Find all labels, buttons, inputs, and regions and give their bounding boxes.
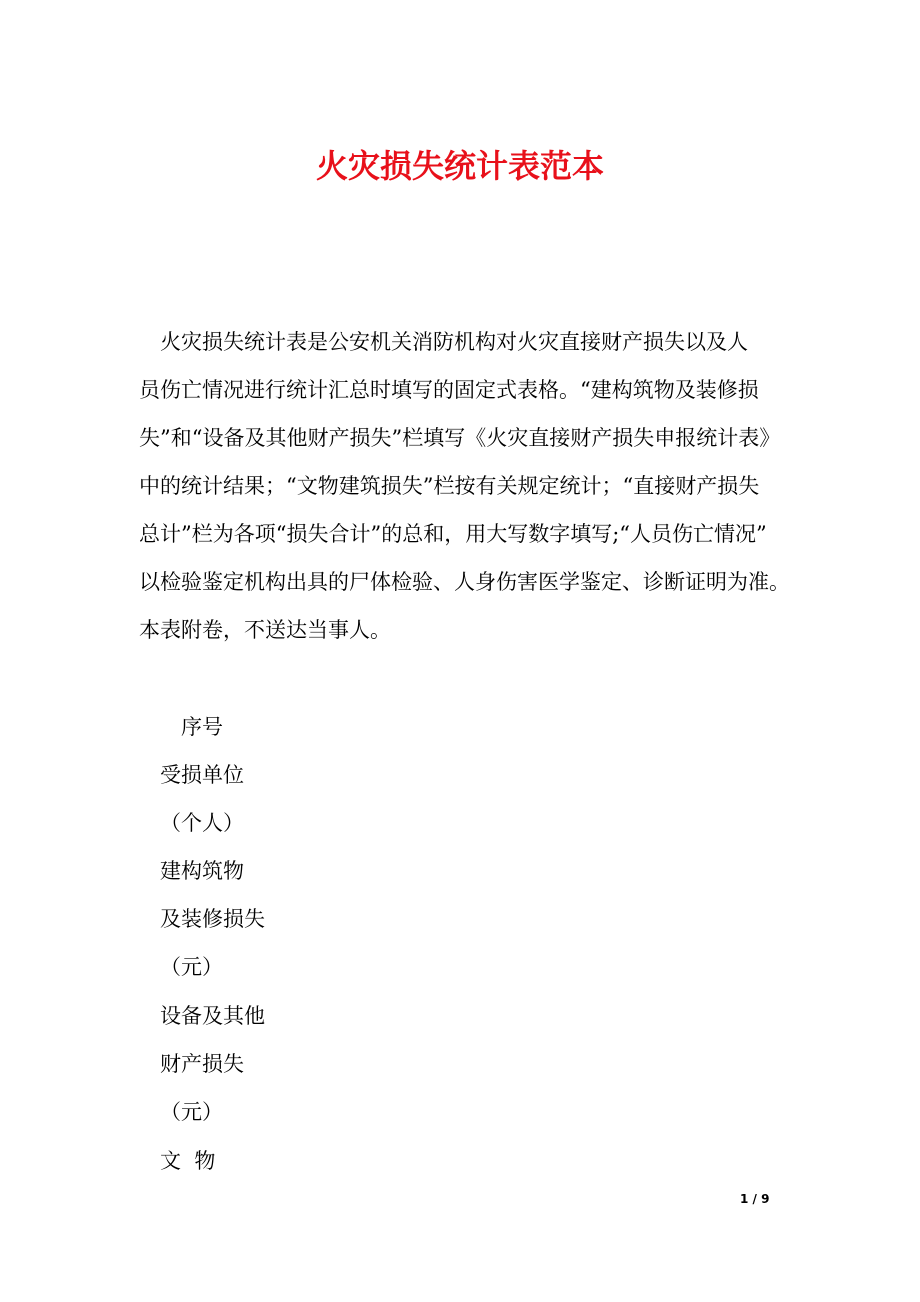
table-header-equipment-loss: （元） bbox=[160, 1100, 223, 1124]
table-header-relics: 文 物 bbox=[160, 1149, 216, 1173]
table-header-unit: 受损单位 bbox=[160, 763, 244, 787]
paragraph-line: 本表附卷，不送达当事人。 bbox=[139, 618, 391, 642]
table-header-unit: （个人） bbox=[160, 811, 244, 835]
table-header-building-loss: 及装修损失 bbox=[160, 907, 265, 931]
paragraph-line: 火灾损失统计表是公安机关消防机构对火灾直接财产损失以及人 bbox=[160, 330, 748, 354]
table-header-equipment-loss: 设备及其他 bbox=[160, 1004, 265, 1028]
table-header-seq: 序号 bbox=[181, 715, 223, 739]
paragraph-line: 失”和“设备及其他财产损失”栏填写《火灾直接财产损失申报统计表》 bbox=[139, 426, 781, 450]
paragraph-line: 员伤亡情况进行统计汇总时填写的固定式表格。“建构筑物及装修损 bbox=[139, 378, 759, 402]
table-header-building-loss: 建构筑物 bbox=[160, 859, 244, 883]
paragraph-line: 中的统计结果；“文物建筑损失”栏按有关规定统计；“直接财产损失 bbox=[139, 474, 760, 498]
paragraph-line: 以检验鉴定机构出具的尸体检验、人身伤害医学鉴定、诊断证明为准。 bbox=[139, 570, 790, 594]
document-title: 火灾损失统计表范本 bbox=[315, 147, 604, 185]
paragraph-line: 总计”栏为各项“损失合计”的总和，用大写数字填写;“人员伤亡情况” bbox=[139, 522, 767, 546]
table-header-equipment-loss: 财产损失 bbox=[160, 1052, 244, 1076]
table-header-building-loss: （元） bbox=[160, 955, 223, 979]
page-number: 1 / 9 bbox=[740, 1192, 770, 1206]
